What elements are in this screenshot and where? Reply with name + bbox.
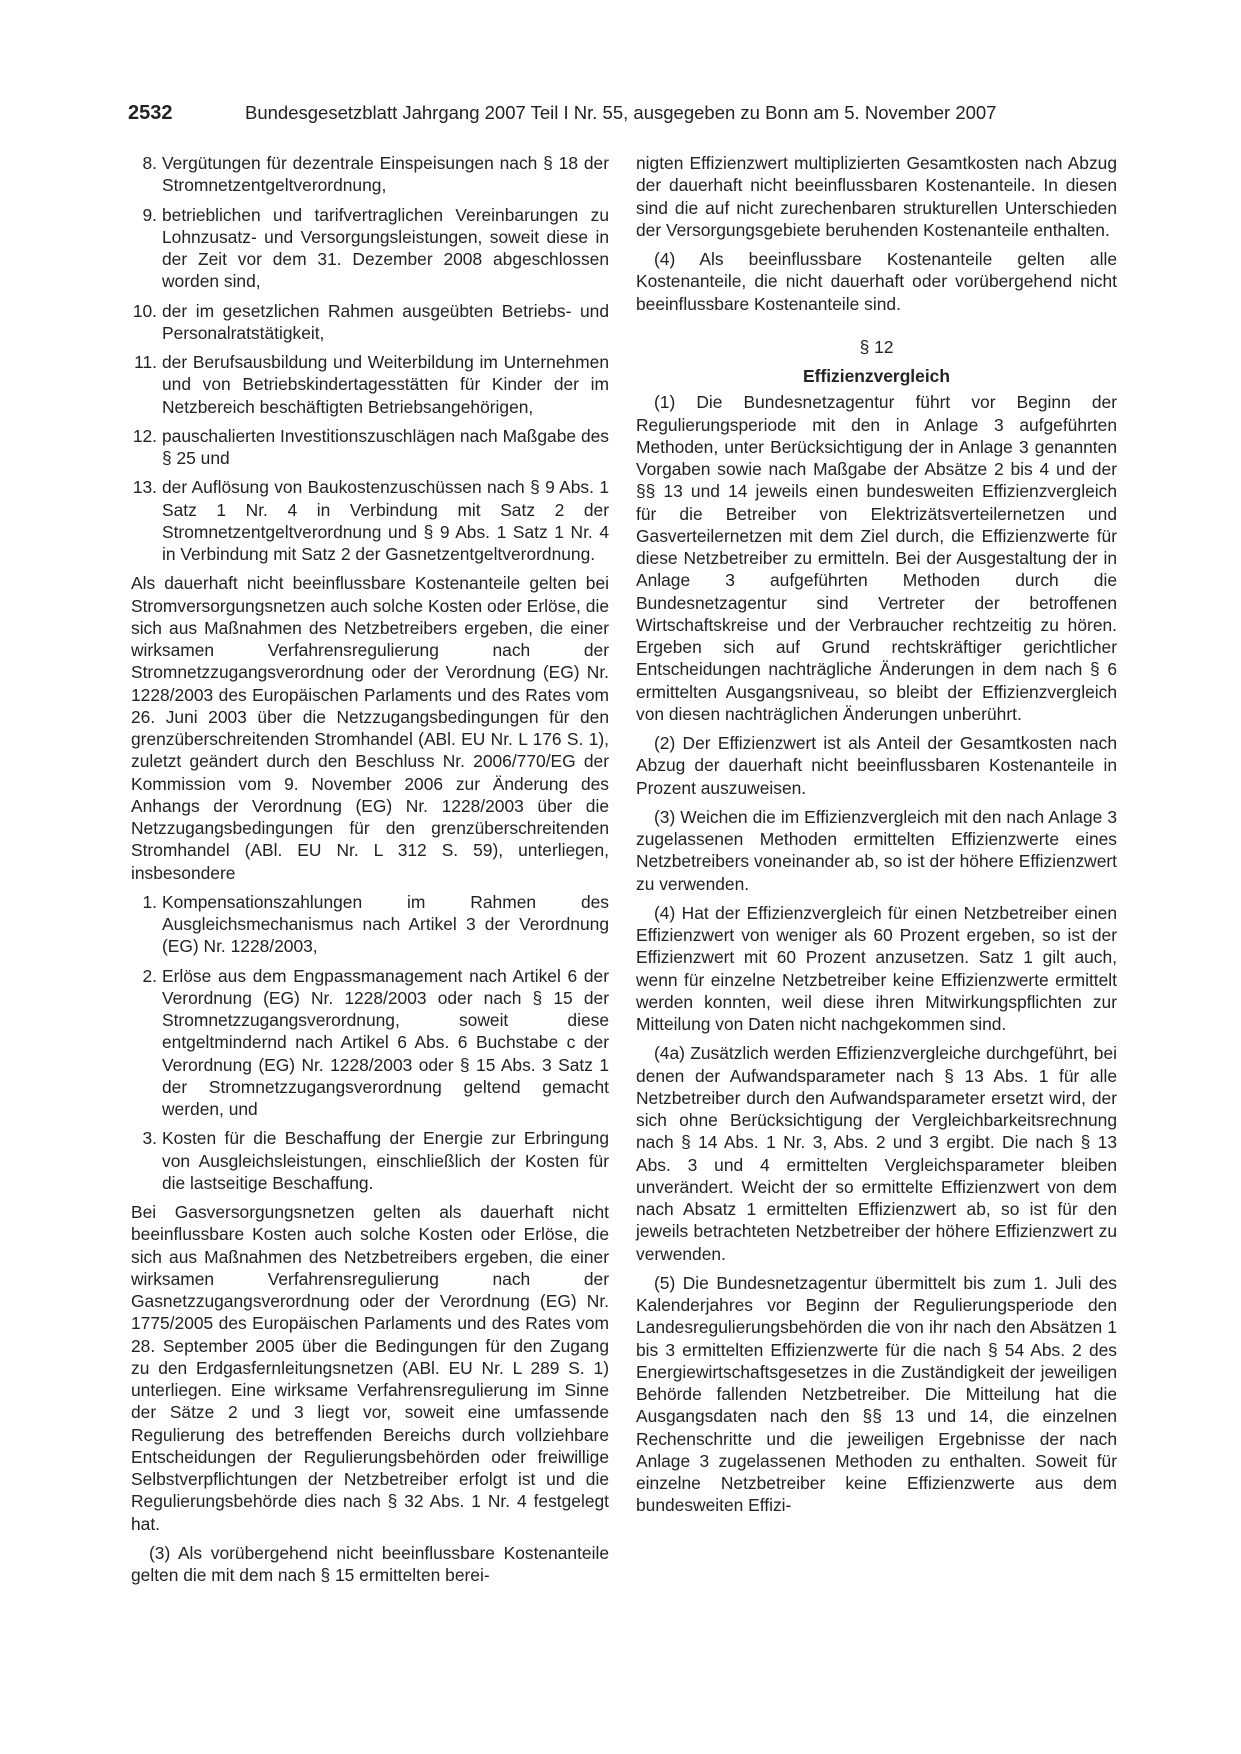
list-item-number: 10.: [132, 300, 157, 321]
list-item: [128, 1127, 609, 1194]
paragraph-gas: Bei Gasversorgungsnetzen gelten als dauerhaft nicht beeinflussbare Kosten auch solche Kosten oder Erlöse, die sich aus Maßnahmen des Netzbetreibers ergeben, die einer wirksamen Verfahrensregulierung nach der Gasnetzzugangsverordnung oder der Verordnung (EG) Nr. 1775/2005 des Europäischen Parlaments und des Rates vom 28. September 2005 über die Bedingungen für den Zugang zu den Erdgasfernleitungsnetzen (ABl. EU Nr. L 289 S. 1) unterliegen. Eine wirksame Verfahrensregulierung im Sinne der Sätze 2 und 3 liegt vor, soweit eine umfassende Regulierung des betreffenden Bereichs durch vollziehbare Entscheidungen der Regulierungsbehörden oder freiwillige Selbstverpflichtungen der Netzbetreiber erfolgt ist und die Regulierungsbehörde dies nach § 32 Abs. 1 Nr. 4 festgelegt hat.: [131, 1202, 609, 1534]
page-header: [128, 98, 1118, 128]
list-item-text: Kosten für die Beschaffung der Energie zur Erbringung von Ausgleichsleistungen, einschließlich der Kosten für die lastseitige Beschaffung.: [162, 1128, 609, 1193]
list-item: [128, 891, 609, 958]
list-item-text: pauschalierten Investitionszuschlägen nach Maßgabe des § 25 und: [162, 425, 609, 468]
list-item: [128, 300, 609, 345]
list-item-text: der Berufsausbildung und Weiterbildung im Unternehmen und von Betriebskindertagesstätten für Kinder der im Netzbereich beschäftigten Betriebsangehörigen,: [162, 352, 609, 417]
section-paragraph-2: (2) Der Effizienzwert ist als Anteil der Gesamtkosten nach Abzug der dauerhaft nicht beeinflussbaren Kostenanteile in Prozent auszuweisen.: [636, 733, 1117, 798]
list-item-text: der Auflösung von Baukostenzuschüssen nach § 9 Abs. 1 Satz 1 Nr. 4 in Verbindung mit Satz 2 der Stromnetzentgeltverordnung und § 9 Abs. 1 Satz 1 Nr. 4 in Verbindung mit Satz 2 der Gasnetzentgeltverordnung.: [162, 477, 609, 564]
list-item-text: Erlöse aus dem Engpassmanagement nach Artikel 6 der Verordnung (EG) Nr. 1228/2003 oder nach § 15 der Stromnetzzugangsverordnung, soweit diese entgeltmindernd nach Artikel 6 Abs. 6 Buchstabe c der Verordnung (EG) Nr. 1228/2003 oder § 15 Abs. 3 Satz 1 der Stromnetzzugangsverordnung geltend gemacht werden, und: [162, 965, 609, 1119]
list-item-number: 13.: [132, 477, 157, 498]
section-number: § 12: [859, 336, 894, 357]
list-item: [128, 152, 609, 197]
paragraph-3: (3) Als vorübergehend nicht beeinflussbare Kostenanteile gelten die mit dem nach § 15 ermittelten berei-: [131, 1542, 609, 1585]
list-item-text: Vergütungen für dezentrale Einspeisungen nach § 18 der Stromnetzentgeltverordnung,: [162, 153, 609, 196]
list-item-text: der im gesetzlichen Rahmen ausgeübten Betriebs- und Personalratstätigkeit,: [162, 300, 609, 343]
list-item: [128, 965, 609, 1121]
section-paragraph-1: (1) Die Bundesnetzagentur führt vor Beginn der Regulierungsperiode mit den in Anlage 3 aufgeführten Methoden, unter Berücksichtigung der in Anlage 3 genannten Vorgaben sowie nach Maßgabe der Absätze 2 bis 4 und der §§ 13 und 14 jeweils einen bundesweiten Effizienzvergleich für die Betreiber von Elektrizätsverteilernetzen und Gasverteilernetzen mit dem Ziel durch, die Effizienzwerte für diese Netzbetreiber zu ermitteln. Bei der Ausgestaltung der in Anlage 3 aufgeführten Methoden durch die Bundesnetzagentur sind Vertreter der betroffenen Wirtschaftskreise und der Verbraucher rechtzeitig zu hören. Ergeben sich auf Grund rechtskräftiger gerichtlicher Entscheidungen nachträgliche Änderungen in dem nach § 6 ermittelten Ausgangsniveau, so bleibt der Effizienzvergleich von diesen nachträglichen Änderungen unberührt.: [636, 392, 1117, 724]
left-column: [131, 152, 609, 1593]
paragraph-strom: Als dauerhaft nicht beeinflussbare Kostenanteile gelten bei Stromversorgungsnetzen auch solche Kosten oder Erlöse, die sich aus Maßnahmen des Netzbetreibers ergeben, die einer wirksamen Verfahrensregulierung nach der Stromnetzzugangsverordnung oder der Verordnung (EG) Nr. 1228/2003 des Europäischen Parlaments und des Rates vom 26. Juni 2003 über die Netzzugangsbedingungen für den grenzüberschreitenden Stromhandel (ABl. EU Nr. L 176 S. 1), zuletzt geändert durch den Beschluss Nr. 2006/770/EG der Kommission vom 9. November 2006 zur Änderung des Anhangs der Verordnung (EG) Nr. 1228/2003 über die Netzzugangsbedingungen für den grenzüberschreitenden Stromhandel (ABl. EU Nr. L 312 S. 59), unterliegen, insbesondere: [131, 573, 609, 883]
paragraph-4: (4) Als beeinflussbare Kostenanteile gelten alle Kostenanteile, die nicht dauerhaft oder vorübergehend nicht beeinflussbare Kostenanteile sind.: [636, 249, 1117, 314]
list-item-text: betrieblichen und tarifvertraglichen Vereinbarungen zu Lohnzusatz- und Versorgungsleistungen, soweit diese in der Zeit vor dem 31. Dezember 2008 abgeschlossen worden sind,: [162, 204, 609, 292]
list-item-number: 2.: [142, 965, 157, 986]
list-item-number: 8.: [142, 153, 157, 173]
list-item-number: 9.: [142, 204, 157, 225]
publication-title: Bundesgesetzblatt Jahrgang 2007 Teil I Nr. 55, ausgegeben zu Bonn am 5. November 2007: [245, 102, 997, 123]
right-column: [636, 152, 1117, 1524]
list-item-number: 1.: [142, 891, 157, 912]
section-paragraph-3: (3) Weichen die im Effizienzvergleich mit den nach Anlage 3 zugelassenen Methoden ermittelten Effizienzwerte eines Netzbetreibers voneinander ab, so ist der höhere Effizienzwert zu verwenden.: [636, 806, 1117, 894]
list-item: [128, 476, 609, 565]
section-paragraph-4: (4) Hat der Effizienzvergleich für einen Netzbetreiber einen Effizienzwert von weniger als 60 Prozent ergeben, so ist der Effizienzwert mit 60 Prozent anzusetzen. Satz 1 gilt auch, wenn für einzelne Netzbetreiber keine Effizienzwerte ermittelt werden konnten, weil diese ihren Mitwirkungspflichten zur Mitteilung von Daten nicht nachgekommen sind.: [636, 902, 1117, 1034]
section-paragraph-4a: (4a) Zusätzlich werden Effizienzvergleiche durchgeführt, bei denen der Aufwandsparameter nach § 13 Abs. 1 für alle Netzbetreiber durch den Aufwandsparameter ersetzt wird, der sich ohne Berücksichtigung der Vergleichbarkeitsrechnung nach § 14 Abs. 1 Nr. 3, Abs. 2 und 3 ergibt. Die nach § 13 Abs. 3 und 4 ermittelten Vergleichsparameter bleiben unverändert. Weicht der so ermittelte Effizienzwert von dem nach Absatz 1 ermittelten Effizienzwert ab, so ist für den jeweils betrachteten Netzbetreiber der höhere Effizienzwert zu verwenden.: [636, 1043, 1117, 1264]
page-number: 2532: [128, 102, 173, 124]
section-title: Effizienzvergleich: [803, 366, 950, 386]
list-item-number: 11.: [134, 352, 157, 372]
list-item-text: Kompensationszahlungen im Rahmen des Ausgleichsmechanismus nach Artikel 3 der Verordnung (EG) Nr. 1228/2003,: [162, 891, 609, 957]
section-paragraph-5: (5) Die Bundesnetzagentur übermittelt bis zum 1. Juli des Kalenderjahres vor Beginn der Regulierungsperiode den Landesregulierungsbehörden die von ihr nach den Absätzen 1 bis 3 ermittelten Effizienzwerte für die nach § 54 Abs. 2 des Energiewirtschaftsgesetzes in die Zuständigkeit der jeweiligen Behörde fallenden Netzbetreiber. Die Mitteilung hat die Ausgangsdaten nach den §§ 13 und 14, die einzelnen Rechenschritte und die jeweiligen Ergebnisse der nach Anlage 3 zugelassenen Methoden zu enthalten. Soweit für einzelne Netzbetreiber keine Effizienzwerte aus dem bundesweiten Effizi-: [636, 1272, 1117, 1516]
list-item: [128, 204, 609, 293]
list-item-number: 3.: [142, 1128, 157, 1149]
list-item: [128, 425, 609, 470]
list-item-number: 12.: [132, 425, 157, 446]
paragraph-continuation: nigten Effizienzwert multiplizierten Gesamtkosten nach Abzug der dauerhaft nicht beeinflussbaren Kostenanteile. In diesen sind die auf nicht zurechenbaren strukturellen Unterschieden der Versorgungsgebiete beruhenden Kostenanteile enthalten.: [636, 153, 1117, 240]
list-item: [128, 351, 609, 418]
